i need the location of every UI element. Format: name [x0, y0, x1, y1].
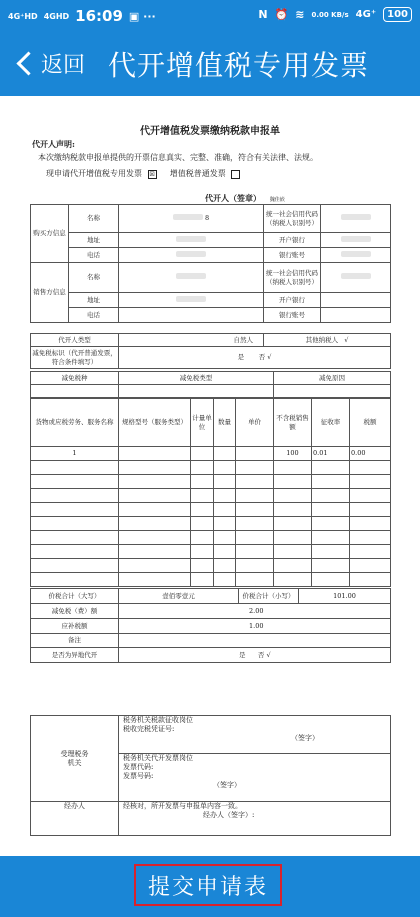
offsite-label: 是否为异地代开 [31, 648, 119, 663]
back-label: 返回 [41, 53, 86, 78]
agent-type-label: 代开人类型 [31, 334, 119, 347]
col-price: 单价 [236, 399, 274, 447]
footer-bar [0, 856, 420, 917]
handler-label: 经办人 [31, 802, 119, 836]
buyer-account-label: 银行账号 [264, 248, 321, 263]
agent-table [30, 333, 391, 369]
totals-table [30, 588, 391, 663]
opt-normal-label: 增值税普通发票 [169, 169, 226, 178]
buyer-name-value: 8 [119, 205, 264, 233]
opt-normal-checkbox[interactable] [231, 170, 240, 179]
total-words: 壹佰零壹元 [119, 589, 239, 604]
col-tax: 税额 [350, 399, 391, 447]
sign-label: 代开人（签章） [205, 193, 261, 203]
seller-bank-label: 开户银行 [264, 293, 321, 308]
signal-1-label: 4G⁺HD [8, 11, 38, 21]
buyer-bank-label: 开户银行 [264, 233, 321, 248]
table-row: 1 100 0.01 0.00 [31, 447, 391, 461]
back-button[interactable] [14, 48, 85, 79]
col-unit: 计量单位 [191, 399, 214, 447]
col-spec: 规格型号（服务类型） [119, 399, 191, 447]
total-num: 101.00 [299, 589, 391, 604]
form-title: 代开增值税发票缴纳税款申报单 [140, 126, 280, 137]
chevron-left-icon [16, 51, 40, 75]
alarm-icon: ⏰ [274, 8, 289, 21]
buyer-name-label: 名称 [69, 205, 119, 233]
signal-2-label: 4GHD [43, 11, 70, 21]
battery-icon: 100 [383, 7, 412, 22]
col-amount: 不含税销售额 [274, 399, 312, 447]
reduce-amount: 2.00 [119, 604, 391, 619]
opt-special-label: 现申请代开增值税专用发票 [46, 169, 142, 178]
buyer-taxid-value [321, 205, 391, 233]
app-header [0, 30, 420, 96]
buyer-bank-value [321, 233, 391, 248]
reduce-reason: 减免原因 [274, 372, 391, 385]
col-goods: 货物或应税劳务、服务名称 [31, 399, 119, 447]
total-num-label: 价税合计（小写） [239, 589, 299, 604]
party-table [30, 204, 391, 323]
seller-taxid-label: 统一社会信用代码（纳税人识别号） [264, 263, 321, 293]
offsite-value: 是 否 √ [119, 648, 391, 663]
remark-value [119, 634, 391, 648]
form-document [0, 96, 420, 856]
seller-phone-value [119, 308, 264, 323]
reduce-flag-label: 减免税标识（代开普通发票，符合条件填写） [31, 347, 119, 369]
seller-name-value [119, 263, 264, 293]
seller-account-value [321, 308, 391, 323]
clock: 16:09 [75, 7, 123, 25]
seller-address-value [119, 293, 264, 308]
sign-value: 魏佳嵌 [269, 197, 285, 203]
declaration-block [32, 138, 318, 180]
office-invoice: 税务机关代开发票岗位 发票代码: 发票号码: （签字） [119, 754, 391, 802]
status-bar [0, 0, 420, 30]
total-words-label: 价税合计（大写） [31, 589, 119, 604]
remark-label: 备注 [31, 634, 119, 648]
buyer-address-label: 地址 [69, 233, 119, 248]
nfc-icon: N [258, 8, 268, 21]
col-rate: 征收率 [312, 399, 350, 447]
col-qty: 数量 [214, 399, 236, 447]
seller-group: 销售方信息 [31, 263, 69, 323]
office-group: 受理税务机关 [31, 716, 119, 802]
buyer-account-value [321, 248, 391, 263]
wifi-icon: ≋ [295, 8, 305, 21]
goods-table [30, 398, 391, 587]
signature [205, 193, 285, 204]
buyer-phone-label: 电话 [69, 248, 119, 263]
office-table [30, 715, 391, 836]
reduce-type: 减免税类型 [119, 372, 274, 385]
agent-type-natural: 自然人 [119, 334, 264, 347]
submit-application-button[interactable]: 提交申请表 [134, 864, 282, 906]
declarant-label: 代开人声明: [32, 139, 75, 149]
seller-taxid-value [321, 263, 391, 293]
tax-due-label: 应补税额 [31, 619, 119, 634]
reduce-flag-value: 是 否 √ [119, 347, 391, 369]
office-collect: 税务机关税款征收岗位 税收完税凭证号: （签字） [119, 716, 391, 754]
buyer-phone-value [119, 248, 264, 263]
seller-bank-value [321, 293, 391, 308]
signal-3-label: 4G⁺ [355, 9, 377, 20]
seller-name-label: 名称 [69, 263, 119, 293]
buyer-address-value [119, 233, 264, 248]
page-title: 代开增值税专用发票 [108, 49, 370, 82]
seller-account-label: 银行账号 [264, 308, 321, 323]
notification-icon: ▣ ··· [128, 9, 156, 23]
seller-address-label: 地址 [69, 293, 119, 308]
handler-text: 经核对，所开发票与申报单内容一致。 经办人（签字）: [119, 802, 391, 836]
declaration-text: 本次缴纳税款申报单提供的开票信息真实、完整、准确，符合有关法律、法规。 [38, 153, 318, 162]
reduce-table [30, 371, 391, 398]
reduce-amount-label: 减免税（费）额 [31, 604, 119, 619]
reduce-kind: 减免税种 [31, 372, 119, 385]
seller-phone-label: 电话 [69, 308, 119, 323]
buyer-taxid-label: 统一社会信用代码（纳税人识别号） [264, 205, 321, 233]
speed-label: 0.00 KB/s [311, 10, 349, 19]
opt-special-checkbox[interactable]: ☒ [149, 170, 155, 178]
tax-due: 1.00 [119, 619, 391, 634]
buyer-group: 购买方信息 [31, 205, 69, 263]
agent-type-other: 其他纳税人 √ [264, 334, 391, 347]
